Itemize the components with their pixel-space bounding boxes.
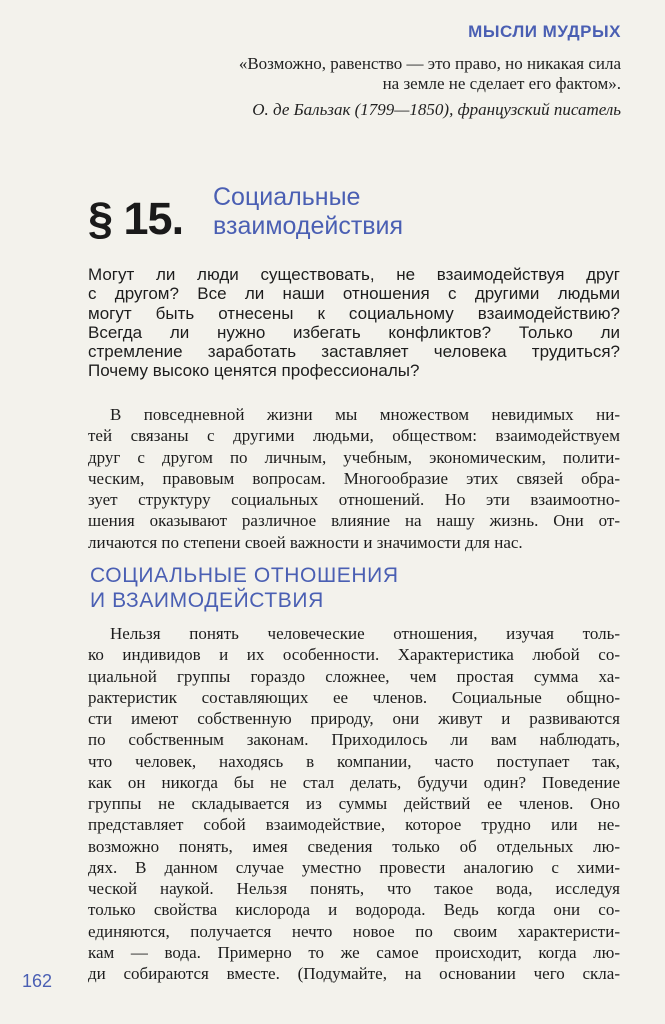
- quote-line: «Возможно, равенство — это право, но никакая сила: [238, 54, 621, 73]
- paragraph-line: Нельзя понять человеческие отношения, изучая толь-: [110, 624, 620, 643]
- paragraph-line: шения оказывают различное влияние на нашу жизнь. Они от-: [88, 511, 620, 531]
- paragraph-line: В повседневной жизни мы множеством невидимых ни-: [110, 405, 620, 424]
- section-title-line: Социальные: [213, 183, 361, 211]
- paragraph-line: ко индивидов и их особенности. Характеристика любой со-: [88, 645, 620, 665]
- subheading-line: СОЦИАЛЬНЫЕ ОТНОШЕНИЯ: [90, 564, 399, 587]
- paragraph-line: по собственным законам. Приходилось ли вам наблюдать,: [88, 730, 620, 750]
- paragraph-line: зует структуру социальных отношений. Но эти взаимоотно-: [88, 490, 620, 510]
- quote-text: [90, 54, 621, 94]
- intro-line: Почему высоко ценятся профессионалы?: [88, 361, 420, 381]
- intro-line: могут быть отнесены к социальному взаимодействию?: [88, 303, 620, 323]
- subheading: [90, 563, 399, 613]
- intro-questions: [88, 265, 620, 381]
- quote-author: О. де Бальзак (1799—1850), французский писатель: [252, 100, 621, 119]
- intro-line: Могут ли люди существовать, не взаимодействуя друг: [88, 265, 620, 284]
- paragraph-line: ческим, правовым вопросам. Многообразие этих связей обра-: [88, 468, 620, 488]
- section-title-line: взаимодействия: [213, 212, 404, 240]
- paragraph-line: группы не складывается из суммы действий ее членов. Оно: [88, 794, 620, 813]
- section-title: [213, 183, 403, 241]
- paragraph-line: только свойства кислорода и водорода. Ведь когда они со-: [88, 900, 620, 920]
- paragraph-line: рактеристик составляющих ее членов. Социальные общно-: [88, 687, 620, 707]
- paragraph-line: сти имеют собственную природу, они живут и развиваются: [88, 709, 620, 728]
- paragraph-1: [88, 404, 620, 553]
- paragraph-line: единяются, получается нечто новое по своим характеристи-: [88, 921, 620, 941]
- paragraph-line: кам — вода. Примерно то же самое происходит, когда лю-: [88, 942, 620, 962]
- paragraph-line: возможно понять, имея сведения только об отдельных лю-: [88, 836, 620, 856]
- paragraph-line: дях. В данном случае уместно провести аналогию с хими-: [88, 857, 620, 877]
- paragraph-line: личаются по степени своей важности и значимости для нас.: [88, 532, 523, 552]
- paragraph-line: что человек, находясь в компании, часто поступает так,: [88, 751, 620, 771]
- subheading-line: И ВЗАИМОДЕЙСТВИЯ: [90, 589, 324, 612]
- intro-line: стремление заработать заставляет человека трудиться?: [88, 342, 620, 362]
- paragraph-line: циальной группы гораздо сложнее, чем простая сумма ха-: [88, 666, 620, 686]
- quote-header: МЫСЛИ МУДРЫХ: [468, 22, 621, 41]
- intro-line: с другом? Все ли наши отношения с другими людьми: [88, 284, 620, 304]
- page-number: 162: [22, 971, 53, 991]
- paragraph-line: представляет собой взаимодействие, которое трудно или не-: [88, 815, 620, 835]
- paragraph-line: ди собираются вместе. (Подумайте, на основании чего скла-: [88, 964, 620, 983]
- section-number: § 15.: [88, 193, 184, 244]
- paragraph-line: ческой наукой. Нельзя понять, что такое вода, исследуя: [88, 879, 620, 898]
- intro-line: Всегда ли нужно избегать конфликтов? Только ли: [88, 322, 620, 342]
- paragraph-line: тей связаны с другими людьми, обществом: взаимодействуем: [88, 426, 620, 446]
- quote-line: на земле не сделает его фактом».: [382, 74, 621, 93]
- paragraph-2: [88, 623, 620, 984]
- paragraph-line: друг с другом по личным, учебным, экономическим, полити-: [88, 447, 620, 467]
- paragraph-line: как он никогда бы не стал делать, будучи один? Поведение: [88, 772, 620, 792]
